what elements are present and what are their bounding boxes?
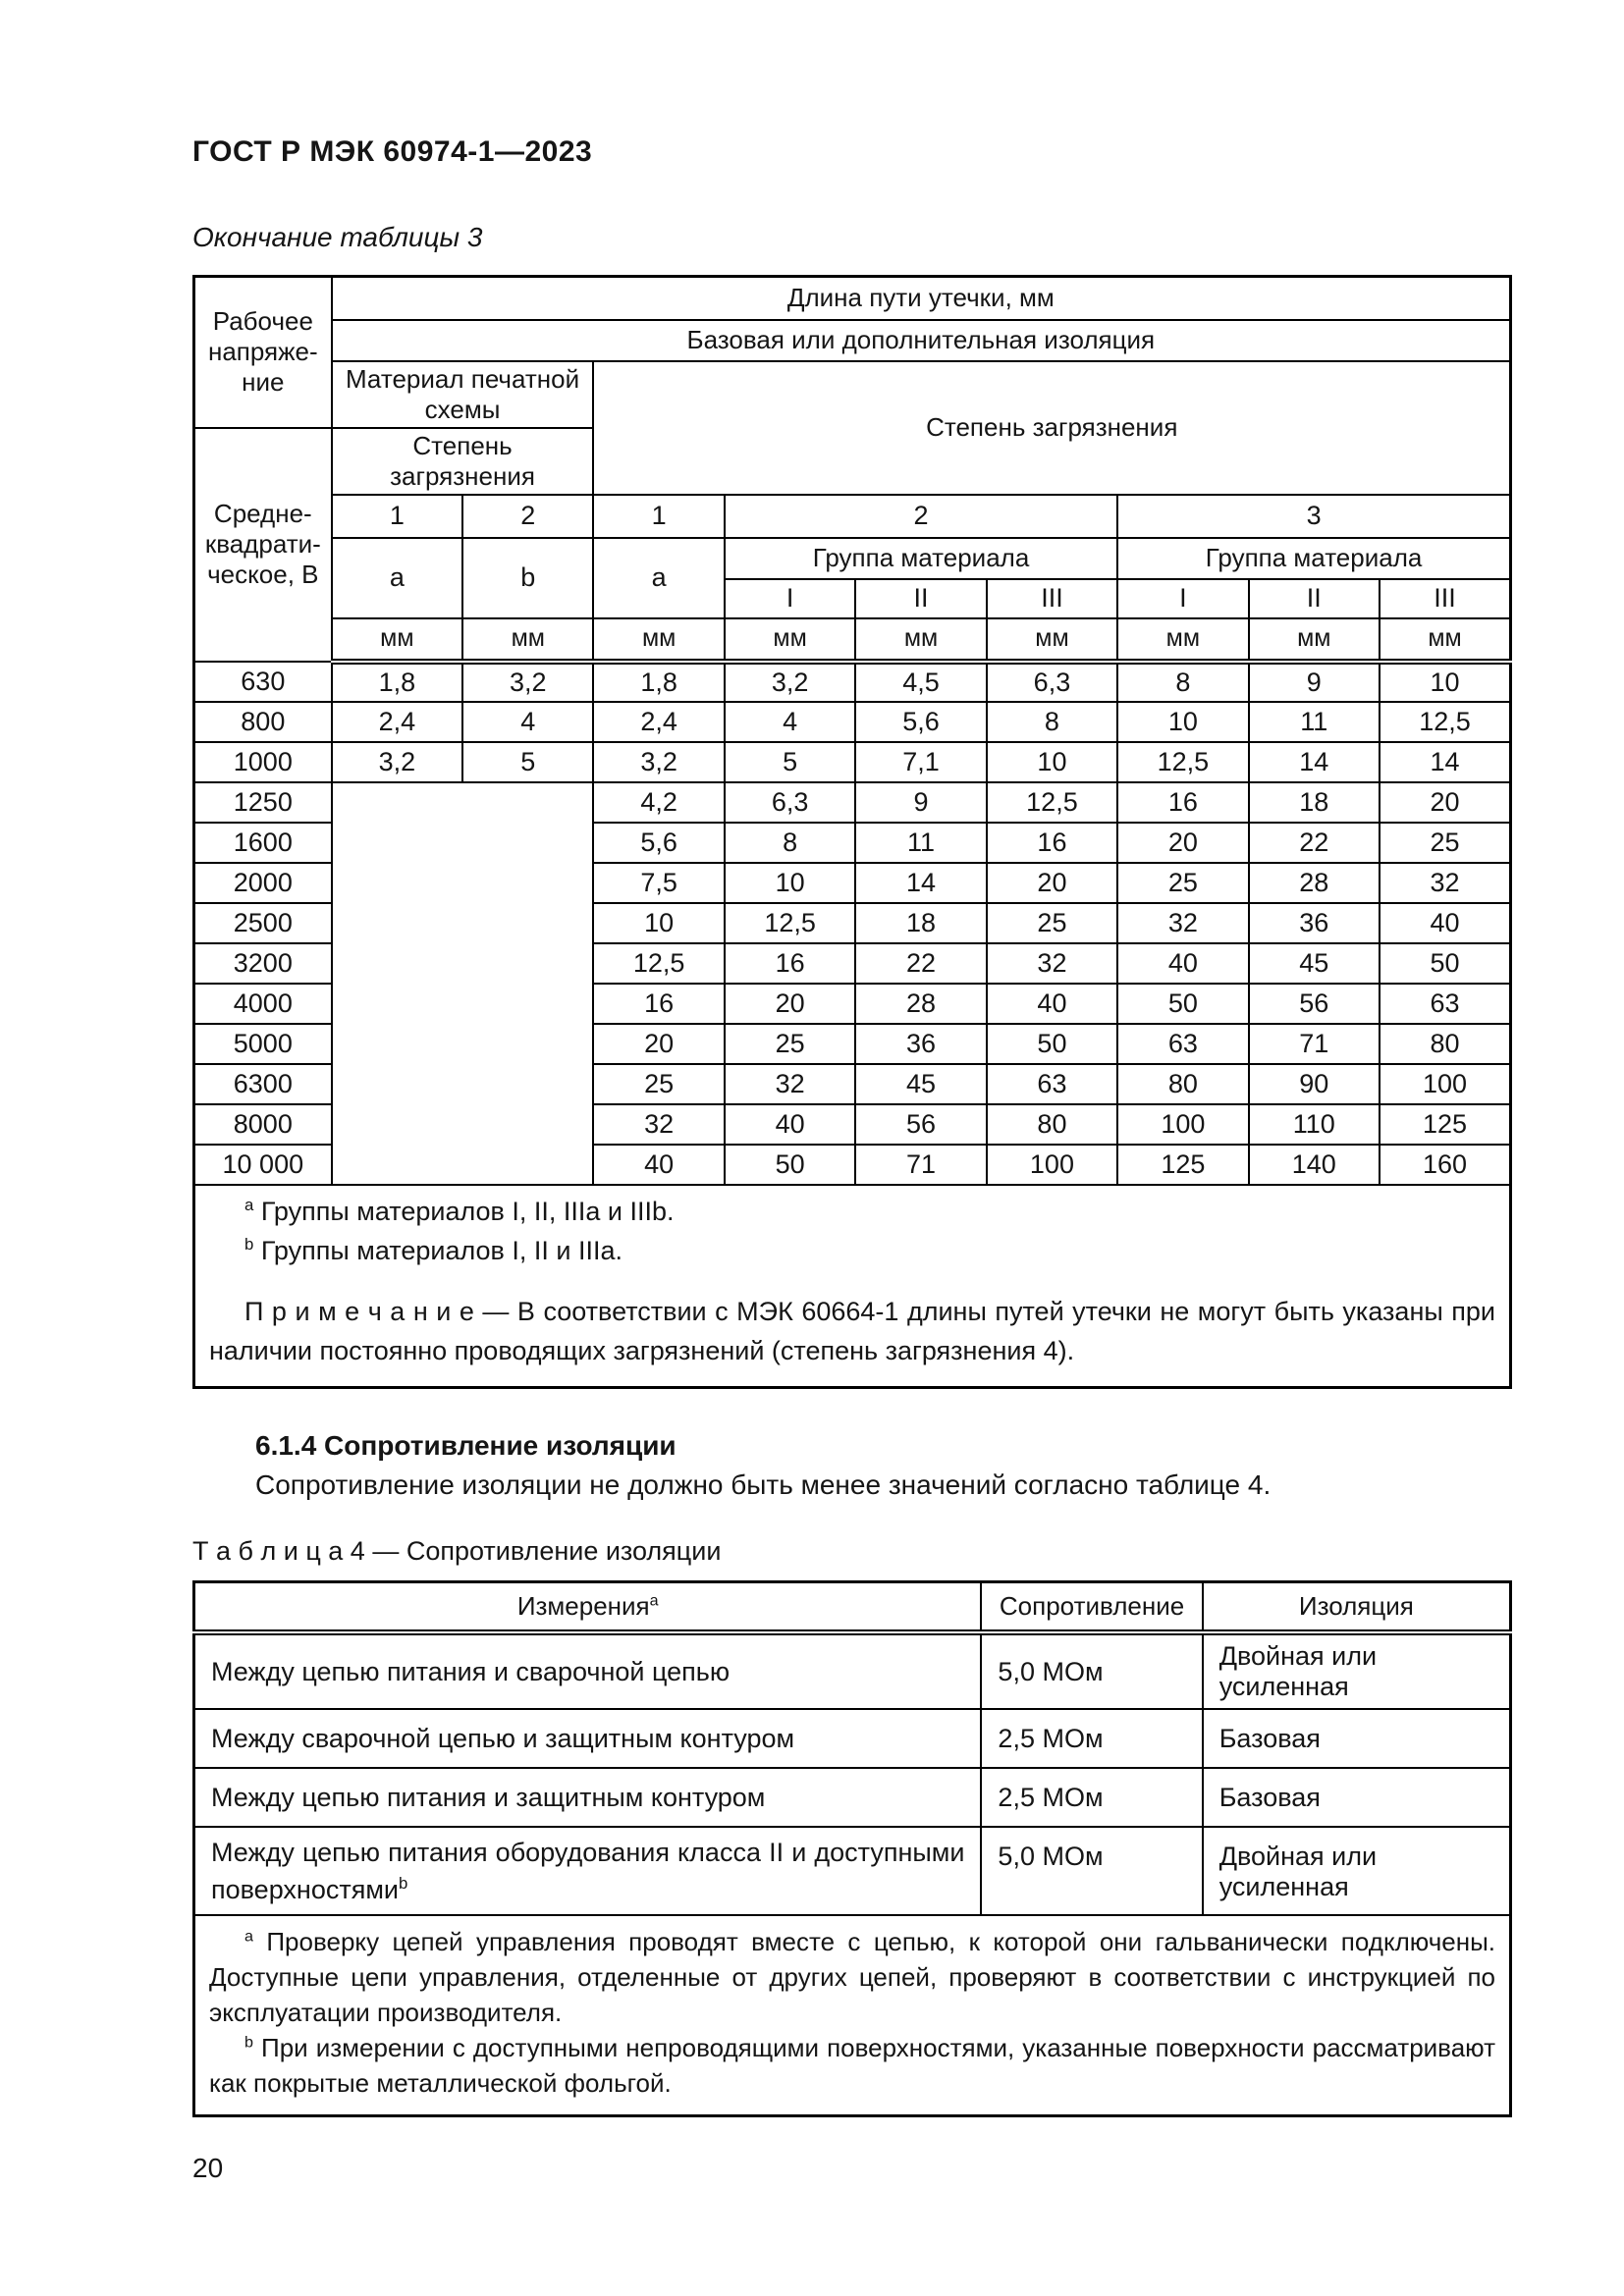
data-cell: 140 xyxy=(1249,1145,1380,1185)
measurement-cell xyxy=(194,1632,982,1709)
data-cell: 11 xyxy=(1249,702,1380,742)
unit-cell: мм xyxy=(332,618,462,662)
footnote-b xyxy=(209,2030,1495,2101)
header-insulation: Изоляция xyxy=(1203,1581,1511,1632)
resistance-cell: 2,5 МОм xyxy=(981,1709,1202,1768)
footnote-b-text: При измерении с доступными непроводящими поверхностями, указанные поверхности рассматривают как покрытые металлической фольгой. xyxy=(209,2033,1496,2098)
data-cell: 20 xyxy=(725,984,855,1024)
data-cell: 4,2 xyxy=(593,782,724,823)
data-cell: 100 xyxy=(1117,1104,1248,1145)
data-cell: 16 xyxy=(725,943,855,984)
data-cell: 8 xyxy=(1117,662,1248,702)
footnote-a xyxy=(209,1192,1495,1231)
data-cell: 3,2 xyxy=(593,742,724,782)
header-pcb-material: Материал печатной схемы xyxy=(332,361,594,428)
voltage-cell: 2500 xyxy=(194,903,332,943)
data-cell: 32 xyxy=(593,1104,724,1145)
header-resistance: Сопротивление xyxy=(981,1581,1202,1632)
unit-cell: мм xyxy=(1380,618,1511,662)
voltage-cell: 1250 xyxy=(194,782,332,823)
data-cell: 25 xyxy=(987,903,1117,943)
table4-footnotes-row xyxy=(194,1915,1511,2116)
measurement-text: Между цепью питания оборудования класса II и доступными поверхностями xyxy=(211,1838,965,1904)
data-cell: 5 xyxy=(725,742,855,782)
resistance-cell: 2,5 МОм xyxy=(981,1768,1202,1827)
data-cell: 22 xyxy=(1249,823,1380,863)
data-cell: 63 xyxy=(1380,984,1511,1024)
data-cell: 8 xyxy=(725,823,855,863)
data-cell: 20 xyxy=(1380,782,1511,823)
section-paragraph: Сопротивление изоляции не должно быть менее значений согласно таблице 4. xyxy=(255,1468,1272,1500)
voltage-cell: 8000 xyxy=(194,1104,332,1145)
header-material-group-deg3: Группа материала xyxy=(1117,538,1510,579)
data-cell: 25 xyxy=(593,1064,724,1104)
data-cell: 63 xyxy=(987,1064,1117,1104)
voltage-cell: 3200 xyxy=(194,943,332,984)
header-working-voltage: Рабочее напряже-ние xyxy=(194,277,332,428)
data-cell: 5,6 xyxy=(855,702,986,742)
footnote-a-marker: a xyxy=(244,1195,254,1214)
data-cell: 56 xyxy=(855,1104,986,1145)
table3-header-row-6 xyxy=(194,538,1511,579)
data-cell: 32 xyxy=(1380,863,1511,903)
data-cell: 10 xyxy=(725,863,855,903)
data-cell: 160 xyxy=(1380,1145,1511,1185)
insulation-cell: Базовая xyxy=(1203,1768,1511,1827)
data-cell: 16 xyxy=(987,823,1117,863)
data-cell: 20 xyxy=(987,863,1117,903)
header-measurements-marker: a xyxy=(649,1591,659,1610)
table3-note: П р и м е ч а н и е — В соответствии с МЭК 60664-1 длины путей утечки не могут быть указаны при наличии постоянно проводящих загрязнений (степень загрязнения 4). xyxy=(209,1296,1495,1365)
data-cell: 12,5 xyxy=(987,782,1117,823)
footnote-a-text: Проверку цепей управления проводят вместе с цепью, к которой они гальванически подключены. Доступные цепи управления, отделенные от других цепей, проверяют в соответствии с инструкцией по эксплуатации производителя. xyxy=(209,1927,1495,2027)
data-cell: 6,3 xyxy=(725,782,855,823)
header-degree-3: 3 xyxy=(1117,495,1510,538)
table-row xyxy=(194,702,1511,742)
data-cell: 90 xyxy=(1249,1064,1380,1104)
header-pollution-degree-pcb: Степень загрязнения xyxy=(332,428,594,495)
voltage-cell: 6300 xyxy=(194,1064,332,1104)
table-row xyxy=(194,742,1511,782)
footnote-b-text: Группы материалов I, II и IIIa. xyxy=(260,1235,623,1265)
measurement-cell xyxy=(194,1827,982,1915)
header-group-I: I xyxy=(1117,579,1248,618)
data-cell: 32 xyxy=(987,943,1117,984)
data-cell: 80 xyxy=(987,1104,1117,1145)
data-cell: 20 xyxy=(1117,823,1248,863)
data-cell: 3,2 xyxy=(725,662,855,702)
data-cell: 25 xyxy=(1380,823,1511,863)
data-cell: 125 xyxy=(1380,1104,1511,1145)
table4-header-row xyxy=(194,1581,1511,1632)
header-material-group-deg2: Группа материала xyxy=(725,538,1117,579)
data-cell: 12,5 xyxy=(593,943,724,984)
header-group-I: I xyxy=(725,579,855,618)
table3-header-row-2 xyxy=(194,320,1511,361)
data-cell: 28 xyxy=(1249,863,1380,903)
header-pcb-degree-1: 1 xyxy=(332,495,462,538)
data-cell: 14 xyxy=(1380,742,1511,782)
data-cell: 80 xyxy=(1117,1064,1248,1104)
data-cell: 20 xyxy=(593,1024,724,1064)
table-row xyxy=(194,782,1511,823)
header-group-III: III xyxy=(1380,579,1511,618)
header-measurements-text: Измерения xyxy=(516,1590,650,1621)
data-cell: 7,1 xyxy=(855,742,986,782)
footnote-a-text: Группы материалов I, II, IIIa и IIIb. xyxy=(260,1196,675,1226)
header-insulation-type: Базовая или дополнительная изоляция xyxy=(332,320,1511,361)
data-cell: 22 xyxy=(855,943,986,984)
voltage-cell: 2000 xyxy=(194,863,332,903)
voltage-cell: 5000 xyxy=(194,1024,332,1064)
measurement-text: Между сварочной цепью и защитным контуром xyxy=(211,1723,795,1753)
data-cell: 28 xyxy=(855,984,986,1024)
data-cell: 45 xyxy=(855,1064,986,1104)
table-row xyxy=(194,1632,1511,1709)
table3-unit-row xyxy=(194,618,1511,662)
table3-footnotes xyxy=(194,1185,1511,1388)
data-cell: 10 xyxy=(1117,702,1248,742)
table-row xyxy=(194,1768,1511,1827)
unit-cell: мм xyxy=(593,618,724,662)
measurement-cell xyxy=(194,1768,982,1827)
unit-cell: мм xyxy=(855,618,986,662)
header-pollution-degree-main: Степень загрязнения xyxy=(593,361,1510,495)
data-cell: 5,6 xyxy=(593,823,724,863)
measurement-marker: b xyxy=(398,1874,408,1893)
data-cell: 40 xyxy=(1380,903,1511,943)
insulation-cell: Двойная или усиленная xyxy=(1203,1827,1511,1915)
voltage-cell: 630 xyxy=(194,662,332,702)
unit-cell: мм xyxy=(462,618,593,662)
data-cell: 9 xyxy=(1249,662,1380,702)
header-group-II: II xyxy=(855,579,986,618)
table3-header-row-3 xyxy=(194,361,1511,428)
data-cell: 4 xyxy=(462,702,593,742)
data-cell: 11 xyxy=(855,823,986,863)
header-measurements xyxy=(194,1581,982,1632)
data-cell: 25 xyxy=(725,1024,855,1064)
data-cell: 9 xyxy=(855,782,986,823)
section-heading: 6.1.4 Сопротивление изоляции xyxy=(255,1429,677,1461)
data-cell: 40 xyxy=(725,1104,855,1145)
table-row xyxy=(194,1827,1511,1915)
data-cell: 4 xyxy=(725,702,855,742)
footnote-b-marker: b xyxy=(244,1234,254,1254)
data-cell: 45 xyxy=(1249,943,1380,984)
data-cell: 1,8 xyxy=(593,662,724,702)
data-cell: 125 xyxy=(1117,1145,1248,1185)
footnote-a xyxy=(209,1924,1495,2030)
data-cell: 18 xyxy=(855,903,986,943)
header-degree-1: 1 xyxy=(593,495,724,538)
header-sub-a-deg1: a xyxy=(593,538,724,618)
data-cell: 36 xyxy=(855,1024,986,1064)
header-degree-2: 2 xyxy=(725,495,1117,538)
insulation-cell: Двойная или усиленная xyxy=(1203,1632,1511,1709)
table3-continuation-caption: Окончание таблицы 3 xyxy=(192,222,483,252)
data-cell: 40 xyxy=(987,984,1117,1024)
data-cell: 5 xyxy=(462,742,593,782)
table3-creepage-distances xyxy=(192,275,1512,1389)
data-cell: 110 xyxy=(1249,1104,1380,1145)
measurement-text: Между цепью питания и сварочной цепью xyxy=(211,1656,731,1686)
table4-caption: Т а б л и ц а 4 — Сопротивление изоляции xyxy=(192,1535,722,1566)
data-cell: 1,8 xyxy=(332,662,462,702)
data-cell: 16 xyxy=(1117,782,1248,823)
data-cell: 14 xyxy=(1249,742,1380,782)
footnote-b-marker: b xyxy=(244,2033,253,2052)
table-row xyxy=(194,662,1511,702)
data-cell: 18 xyxy=(1249,782,1380,823)
measurement-text: Между цепью питания и защитным контуром xyxy=(211,1782,766,1812)
voltage-cell: 4000 xyxy=(194,984,332,1024)
data-cell: 4,5 xyxy=(855,662,986,702)
data-cell: 50 xyxy=(987,1024,1117,1064)
voltage-cell: 10 000 xyxy=(194,1145,332,1185)
data-cell: 10 xyxy=(987,742,1117,782)
data-cell: 12,5 xyxy=(725,903,855,943)
data-cell: 100 xyxy=(987,1145,1117,1185)
unit-cell: мм xyxy=(725,618,855,662)
resistance-cell: 5,0 МОм xyxy=(981,1827,1202,1915)
data-cell: 50 xyxy=(1117,984,1248,1024)
resistance-cell: 5,0 МОм xyxy=(981,1632,1202,1709)
data-cell: 40 xyxy=(1117,943,1248,984)
empty-merged-cell xyxy=(332,782,594,1185)
footnote-a-marker: a xyxy=(244,1927,253,1946)
data-cell: 12,5 xyxy=(1117,742,1248,782)
voltage-cell: 1600 xyxy=(194,823,332,863)
data-cell: 71 xyxy=(855,1145,986,1185)
data-cell: 16 xyxy=(593,984,724,1024)
voltage-cell: 800 xyxy=(194,702,332,742)
unit-cell: мм xyxy=(1117,618,1248,662)
data-cell: 80 xyxy=(1380,1024,1511,1064)
data-cell: 3,2 xyxy=(332,742,462,782)
table3-header-row-5 xyxy=(194,495,1511,538)
header-group-III: III xyxy=(987,579,1117,618)
insulation-cell: Базовая xyxy=(1203,1709,1511,1768)
header-sub-a-pcb: a xyxy=(332,538,462,618)
data-cell: 2,4 xyxy=(593,702,724,742)
data-cell: 50 xyxy=(1380,943,1511,984)
table3-header-row-1 xyxy=(194,277,1511,320)
data-cell: 36 xyxy=(1249,903,1380,943)
data-cell: 50 xyxy=(725,1145,855,1185)
unit-cell: мм xyxy=(1249,618,1380,662)
doc-code: ГОСТ Р МЭК 60974-1—2023 xyxy=(192,135,593,168)
data-cell: 6,3 xyxy=(987,662,1117,702)
data-cell: 32 xyxy=(1117,903,1248,943)
header-leakage-length: Длина пути утечки, мм xyxy=(332,277,1511,320)
unit-cell: мм xyxy=(987,618,1117,662)
page-number: 20 xyxy=(192,2153,224,2183)
header-rms-voltage: Средне-квадрати-ческое, В xyxy=(194,428,332,662)
measurement-cell xyxy=(194,1709,982,1768)
data-cell: 40 xyxy=(593,1145,724,1185)
data-cell: 2,4 xyxy=(332,702,462,742)
data-cell: 14 xyxy=(855,863,986,903)
data-cell: 12,5 xyxy=(1380,702,1511,742)
header-pcb-degree-2: 2 xyxy=(462,495,593,538)
data-cell: 71 xyxy=(1249,1024,1380,1064)
data-cell: 32 xyxy=(725,1064,855,1104)
data-cell: 7,5 xyxy=(593,863,724,903)
data-cell: 63 xyxy=(1117,1024,1248,1064)
data-cell: 25 xyxy=(1117,863,1248,903)
header-sub-b-pcb: b xyxy=(462,538,593,618)
data-cell: 10 xyxy=(593,903,724,943)
data-cell: 8 xyxy=(987,702,1117,742)
table4-footnotes xyxy=(194,1915,1511,2116)
header-group-II: II xyxy=(1249,579,1380,618)
data-cell: 10 xyxy=(1380,662,1511,702)
voltage-cell: 1000 xyxy=(194,742,332,782)
data-cell: 56 xyxy=(1249,984,1380,1024)
data-cell: 3,2 xyxy=(462,662,593,702)
table4-insulation-resistance xyxy=(192,1580,1512,2118)
footnote-b xyxy=(209,1231,1495,1270)
table-row xyxy=(194,1709,1511,1768)
table3-footnotes-row xyxy=(194,1185,1511,1388)
data-cell: 100 xyxy=(1380,1064,1511,1104)
